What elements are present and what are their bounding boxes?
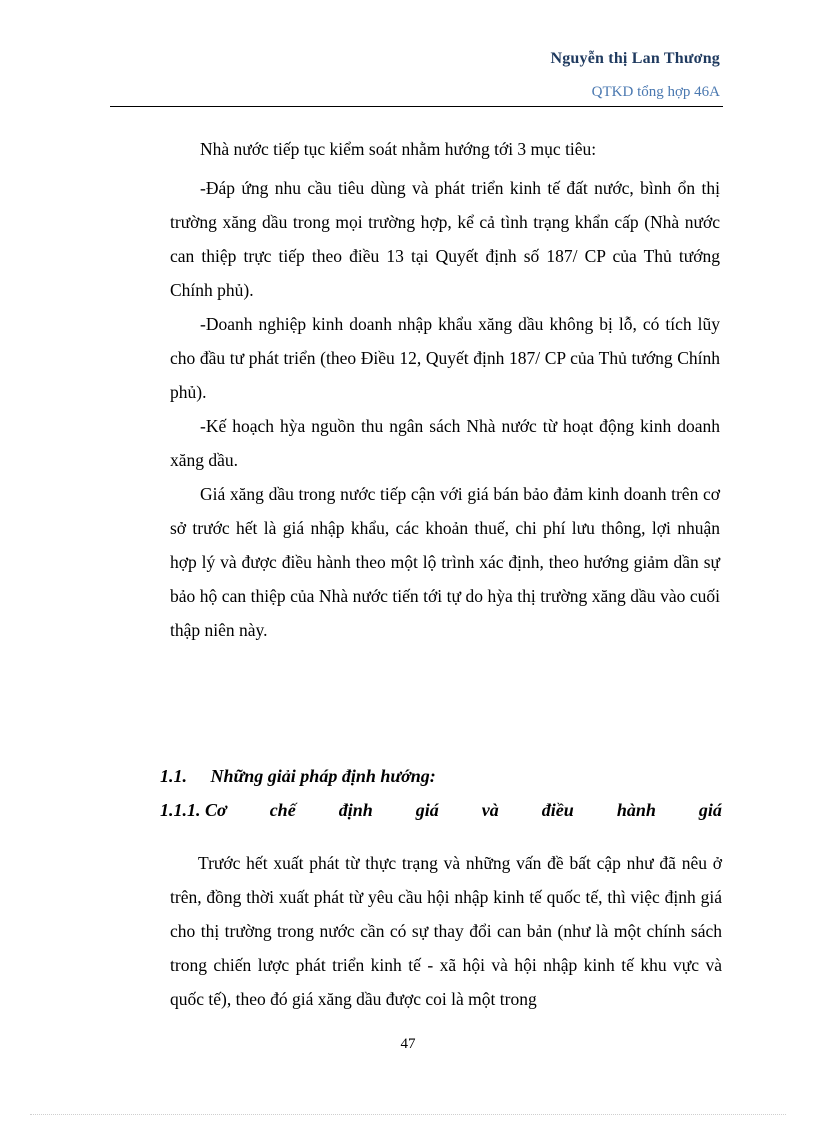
- header-class: QTKD tổng hợp 46A: [591, 84, 720, 100]
- subsection-word: hành: [616, 800, 656, 820]
- subsection-word: điều: [541, 800, 574, 820]
- subsection-word: chế: [269, 800, 296, 820]
- price-paragraph: Giá xăng dầu trong nước tiếp cận với giá bán bảo đảm kinh doanh trên cơ sở trước hết là giá nhập khẩu, các khoản thuế, chi phí lưu thông, lợi nhuận hợp lý và được điều hành theo một lộ trình xác định, theo hướng giảm dần sự bảo hộ can thiệp của Nhà nước tiến tới tự do hỳa thị trường xăng dầu vào cuối thập niên này.: [170, 484, 720, 640]
- body-text-2: [170, 846, 722, 1016]
- pricing-mechanism-paragraph: Trước hết xuất phát từ thực trạng và những vấn đề bất cập như đã nêu ở trên, đồng thời xuất phát từ yêu cầu hội nhập kinh tế quốc tế, thì việc định giá cho thị trường trong nước cần có sự thay đổi can bản (như là một chính sách trong chiến lược phát triển kinh tế - xã hội và hội nhập kinh tế khu vực và quốc tế), theo đó giá xăng dầu được coi là một trong: [170, 853, 722, 1009]
- goal-3-paragraph: -Kế hoạch hỳa nguồn thu ngân sách Nhà nước từ hoạt động kinh doanh xăng dầu.: [170, 416, 720, 470]
- section-heading: [160, 766, 722, 787]
- goal-1-paragraph: -Đáp ứng nhu cầu tiêu dùng và phát triển kinh tế đất nước, bình ổn thị trường xăng dầu trong mọi trường hợp, kể cả tình trạng khẩn cấp (Nhà nước can thiệp trực tiếp theo điều 13 tại Quyết định số 187/ CP của Thủ tướng Chính phủ).: [170, 178, 720, 300]
- subsection-word: giá: [698, 800, 722, 820]
- header-divider: [110, 106, 723, 107]
- intro-paragraph: Nhà nước tiếp tục kiểm soát nhằm hướng tới 3 mục tiêu:: [200, 139, 597, 159]
- subsection-word: định: [338, 800, 373, 820]
- page-number: 47: [400, 1036, 416, 1052]
- body-text: [170, 132, 720, 647]
- section-title: Những giải pháp định hướng:: [210, 766, 436, 786]
- subsection-heading: [160, 800, 722, 821]
- subsection-word: và: [481, 800, 499, 820]
- subsection-word: 1.1.1. Cơ: [160, 800, 227, 820]
- section-number: 1.1.: [160, 766, 187, 786]
- page-bottom-edge: [30, 1114, 786, 1115]
- subsection-word: giá: [415, 800, 439, 820]
- header-author: Nguyễn thị Lan Thương: [550, 50, 720, 67]
- goal-2-paragraph: -Doanh nghiệp kinh doanh nhập khẩu xăng dầu không bị lỗ, có tích lũy cho đầu tư phát triển (theo Điều 12, Quyết định 187/ CP của Thủ tướng Chính phủ).: [170, 314, 720, 402]
